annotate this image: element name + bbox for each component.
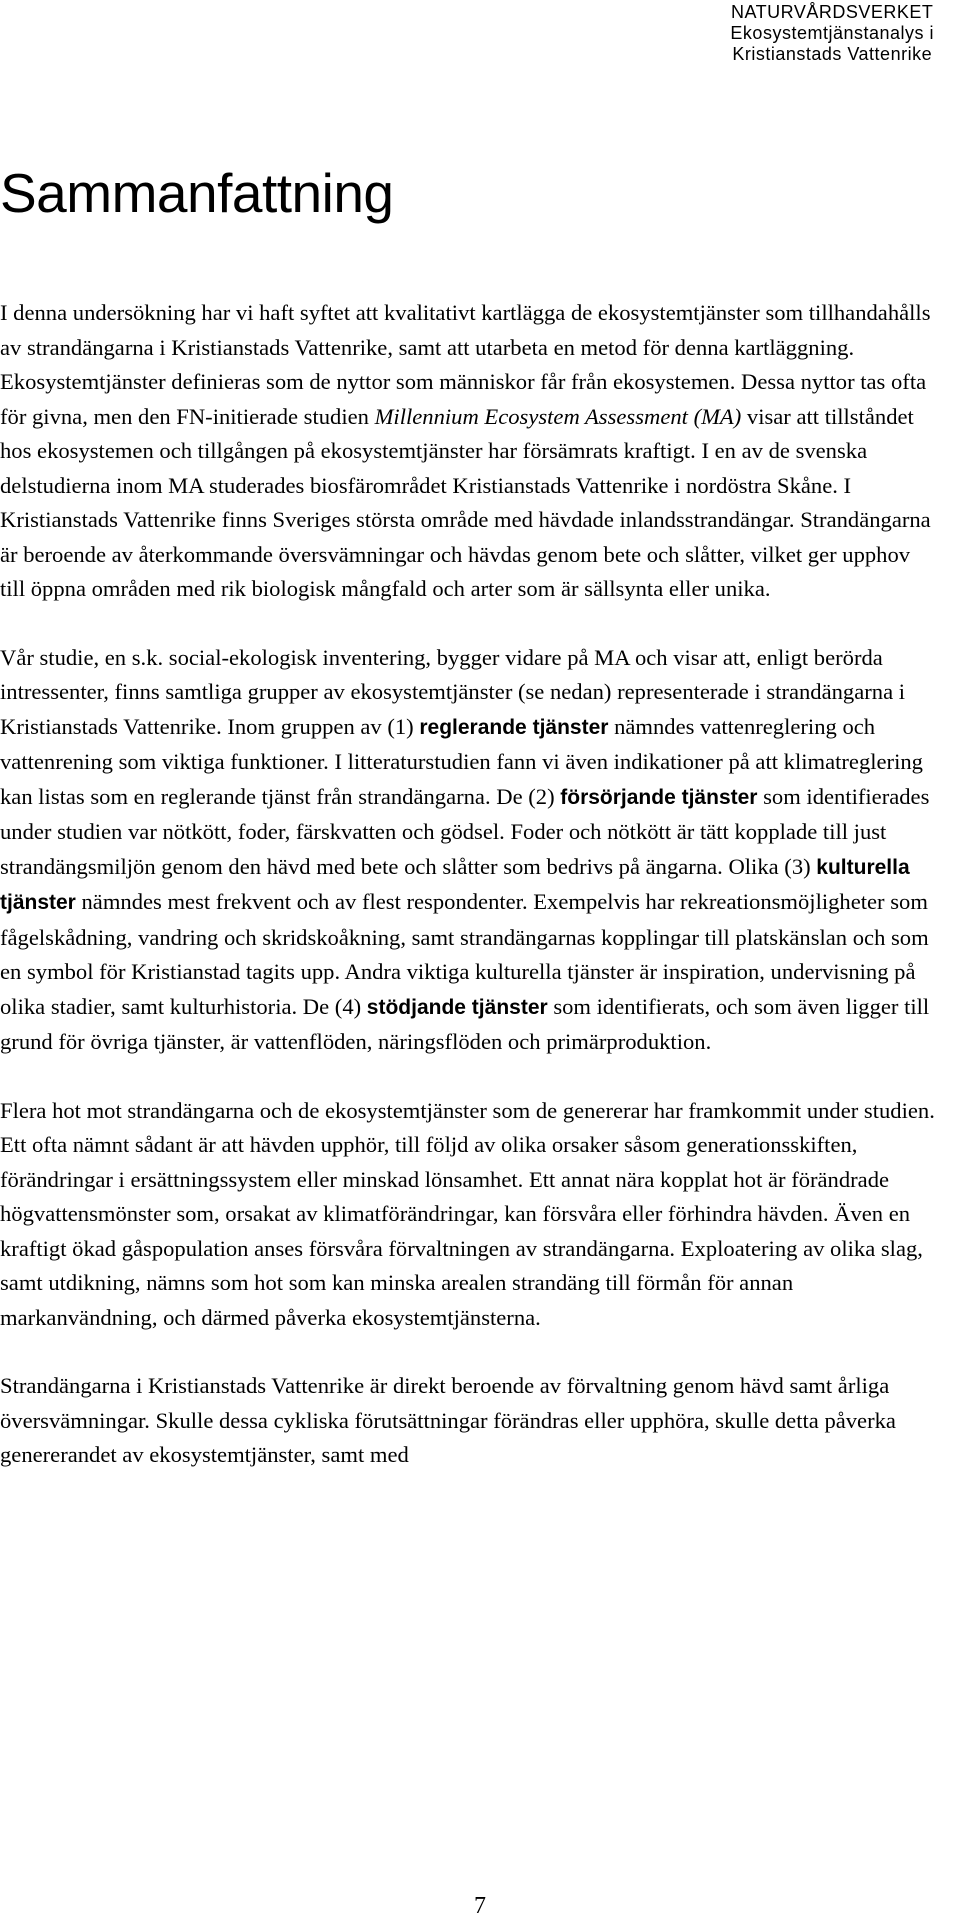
header-report-title: Ekosystemtjänstanalys i bbox=[730, 23, 934, 43]
term-provisioning-services: försörjande tjänster bbox=[560, 785, 758, 809]
section-title: Sammanfattning bbox=[0, 162, 394, 224]
paragraph-management: Strandängarna i Kristianstads Vattenrike är direkt beroende av förvaltning genom hävd samt årliga översvämningar. Skulle dessa cykliska förutsättningar förändras eller upphöra, skulle detta påverka genererandet av ekosystemtjänster, samt med bbox=[0, 1373, 896, 1467]
header-report-subtitle: Kristianstads Vattenrike bbox=[732, 44, 933, 64]
term-cultural-services: kulturella tjänster bbox=[0, 855, 910, 914]
term-supporting-services: stödjande tjänster bbox=[366, 995, 548, 1019]
paragraph-intro bbox=[0, 296, 940, 607]
paragraph-threats: Flera hot mot strandängarna och de ekosystemtjänster som de genererar har framkommit under studien. Ett ofta nämnt sådant är att hävden upphör, till följd av olika orsaker såsom generationsskiften, förändringar i ersättningssystem eller minskad lönsamhet. Ett annat nära kopplat hot är förändrade högvattensmönster som, orsakat av klimatförändringar, kan försvåra eller förhindra hävden. Även en kraftigt ökad gåspopulation anses försvåra förvaltningen av strandängarna. Exploatering av olika slag, samt utdikning, nämns som hot som kan minska arealen strandäng till förmån för annan markanvändning, och därmed påverka ekosystemtjänsterna. bbox=[0, 1097, 935, 1330]
header-publisher: NATURVÅRDSVERKET bbox=[731, 2, 934, 22]
paragraph-services-text-5: som identifierats, och som även ligger till grund för övriga tjänster, är vattenflöden, näringsflöden och primärproduktion. bbox=[0, 993, 930, 1054]
running-header bbox=[730, 2, 934, 65]
paragraph-services-text-4: nämndes mest frekvent och av flest respondenter. Exempelvis har rekreationsmöjligheter som fågelskådning, vandring och skridskoåkning, samt strandängarnas kopplingar till platskänslan och som en symbol för Kristianstad tagits upp. Andra viktiga kulturella tjänster är inspiration, undervisning på olika stadier, samt kulturhistoria. De (4) bbox=[0, 889, 929, 1019]
body-text bbox=[0, 296, 940, 1507]
page-number: 7 bbox=[474, 1893, 486, 1919]
term-regulating-services: reglerande tjänster bbox=[419, 715, 609, 739]
study-title-italic: Millennium Ecosystem Assessment (MA) bbox=[374, 403, 742, 429]
paragraph-services-text-1: Vår studie, en s.k. social-ekologisk inventering, bygger vidare på MA och visar att, enligt berörda intressenter, finns samtliga grupper av ekosystemtjänster (se nedan) representerade i strandängarna i Kristianstads Vattenrike. Inom gruppen av (1) bbox=[0, 644, 906, 739]
paragraph-intro-text-2: visar att tillståndet hos ekosystemen och tillgången på ekosystemtjänster har försämrats kraftigt. I en av de svenska delstudierna inom MA studerades biosfärområdet Kristianstads Vattenrike i nordöstra Skåne. I Kristianstads Vattenrike finns Sveriges största område med hävdade inlandsstrandängar. Strandängarna är beroende av återkommande översvämningar och hävdas genom bete och slåtter, vilket ger upphov till öppna områden med rik biologisk mångfald och arter som är sällsynta eller unika. bbox=[0, 403, 931, 601]
paragraph-intro-text-1: I denna undersökning har vi haft syftet att kvalitativt kartlägga de ekosystemtjänster som tillhandahålls av strandängarna i Kristianstads Vattenrike, samt att utarbeta en metod för denna kartläggning. Ekosystemtjänster definieras som de nyttor som människor får från ekosystemen. Dessa nyttor tas ofta för givna, men den FN-initierade studien bbox=[0, 300, 931, 429]
paragraph-services-text-3: som identifierades under studien var nötkött, foder, färskvatten och gödsel. Foder och nötkött är tätt kopplade till just strandängsmiljön genom den hävd med bete och slåtter som bedrivs på ängarna. Olika (3) bbox=[0, 783, 930, 879]
paragraph-services-text-2: nämndes vattenreglering och vattenrening som viktiga funktioner. I litteraturstudien fann vi även indikationer på att klimatreglering kan listas som en reglerande tjänst från strandängarna. De (2) bbox=[0, 713, 923, 809]
paragraph-services bbox=[0, 641, 940, 1060]
